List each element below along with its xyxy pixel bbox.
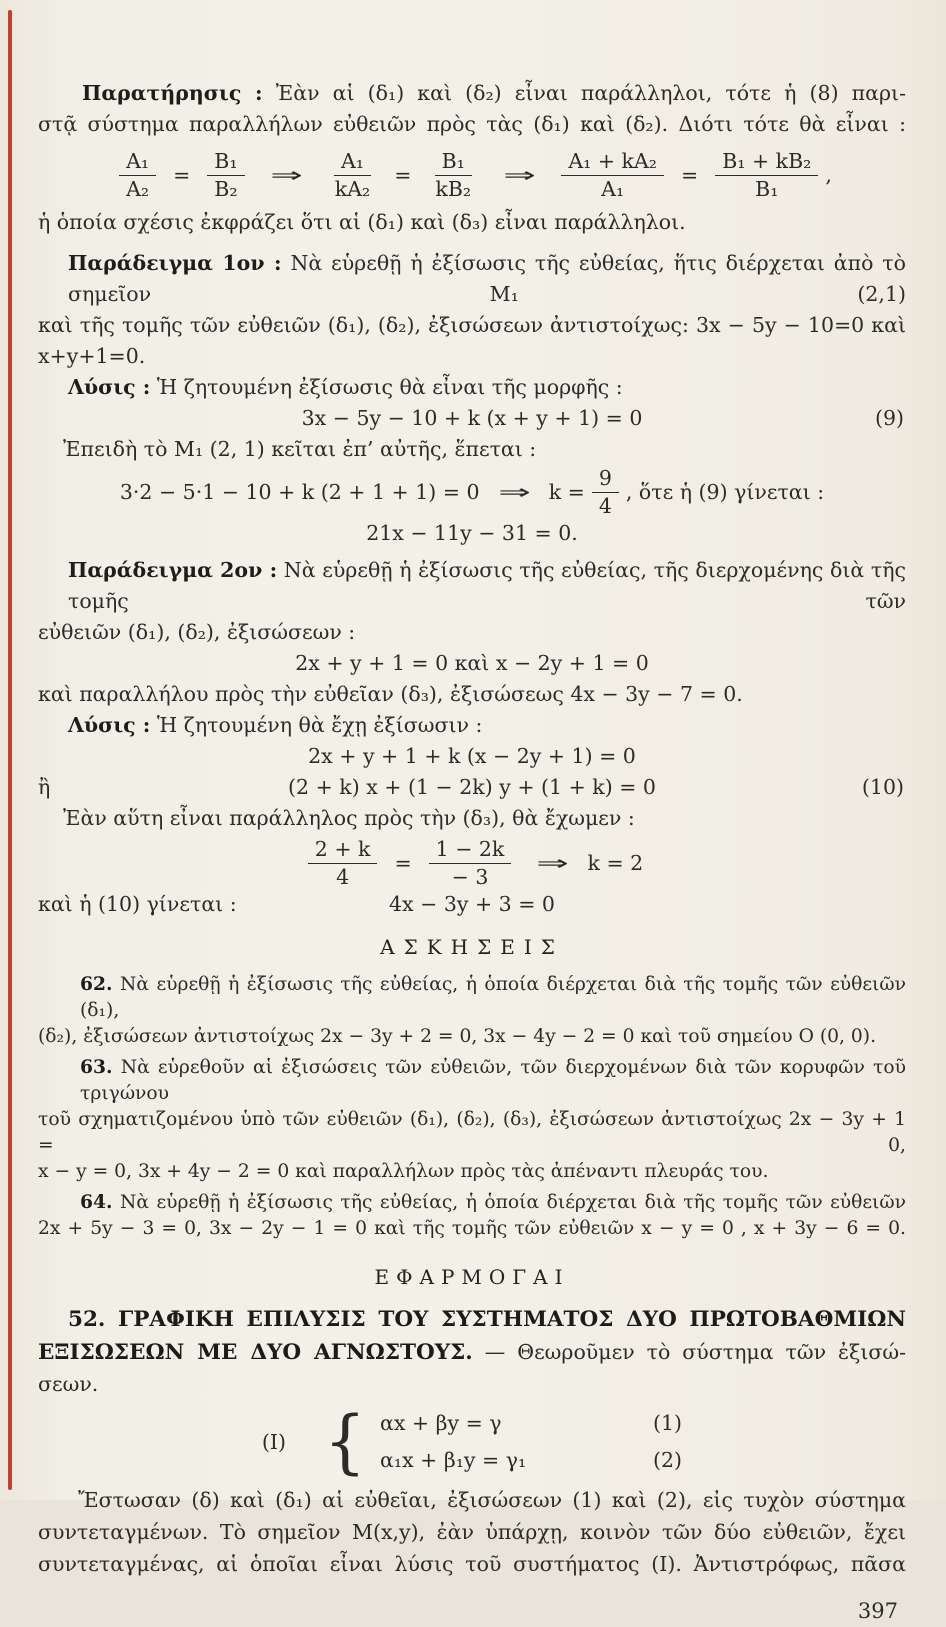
remark-line-3: ἡ ὁποία σχέσις ἐκφράζει ὅτι αἱ (δ₁) καὶ (δ₃) εἶναι παράλληλοι. xyxy=(38,210,686,234)
fraction-sum-b: $\frac{\text{B₁ + kB₂}}{\text{B₁}}$ xyxy=(715,150,818,201)
remark-label: Παρατήρησις : xyxy=(82,81,263,105)
example-2 xyxy=(38,555,906,920)
exercise-64-line-2: 2x + 5y − 3 = 0, 3x − 2y − 1 = 0 καὶ τῆς τομῆς τῶν εὐθειῶν x − y = 0 , x + 3y − 6 = 0. xyxy=(38,1218,906,1239)
equation-10-row xyxy=(38,772,906,803)
equation-9-number: (9) xyxy=(874,406,904,430)
system-equation-1: αx + βy = γ xyxy=(380,1411,502,1435)
fraction-a1-ka2: $\frac{\text{A₁}}{\text{kA₂}}$ xyxy=(334,149,371,201)
implies-arrow-icon: ⇒ xyxy=(536,851,570,875)
example-2-solution-line xyxy=(38,710,906,741)
applications-title: ΕΦΑΡΜΟΓΑΙ xyxy=(374,1265,570,1289)
exercise-number: 62. xyxy=(80,973,113,995)
system-row-1 xyxy=(380,1408,682,1439)
example-1 xyxy=(38,248,906,549)
equation-system-block xyxy=(38,1401,906,1482)
exercise-64 xyxy=(38,1189,906,1242)
solution-label: Λύσις : xyxy=(68,375,151,399)
substitution-equation: 3·2 − 5·1 − 10 + k (2 + 1 + 1) = 0 xyxy=(119,480,480,504)
system-equation-2-number: (2) xyxy=(653,1448,683,1472)
remark-line-2: στᾷ σύστημα παραλλήλων εὐθειῶν πρὸς τὰς (δ₁) καὶ (δ₂). Διότι τότε θὰ εἶναι : xyxy=(38,112,906,136)
equation-9: 3x − 5y − 10 + k (x + y + 1) = 0 xyxy=(301,406,643,430)
exercise-63-line-1 xyxy=(38,1054,906,1107)
equation-10: (2 + k) x + (1 − 2k) y + (1 + k) = 0 xyxy=(288,775,656,799)
implies-arrow-icon: ⇒ xyxy=(497,480,531,504)
exercise-62-line-1 xyxy=(38,971,906,1024)
example-1-label: Παράδειγμα 1ον : xyxy=(68,251,282,275)
closing-line-2: συντεταγμένων. Τὸ σημεῖον M(x,y), ἐὰν ὑπάρχῃ, κοινὸν τῶν δύο εὐθειῶν, ἔχει xyxy=(38,1520,906,1544)
section-52-heading-bold: ΕΞΙΣΩΣΕΩΝ ΜΕ ΔΥΟ ΑΓΝΩΣΤΟΥΣ. xyxy=(38,1340,473,1365)
equals-sign: = xyxy=(394,851,412,875)
system-label: (I) xyxy=(261,1429,287,1454)
fraction-2k-4: $\frac{2 + k}{4}$ xyxy=(308,838,378,889)
exercise-text: Νὰ εὑρεθοῦν αἱ ἐξισώσεις τῶν εὐθειῶν, τῶν διερχομένων διὰ τῶν κορυφῶν τοῦ τριγώνου xyxy=(80,1057,906,1104)
solution-intro-text: Ἡ ζητουμένη ἐξίσωσις θὰ εἶναι τῆς μορφῆς : xyxy=(156,375,623,399)
implies-arrow-icon: ⇒ xyxy=(503,163,537,187)
equals-sign: = xyxy=(681,163,699,187)
substitution-row xyxy=(38,467,906,518)
red-margin-line xyxy=(8,10,12,1490)
example-1-solution-line xyxy=(38,372,906,403)
remark-line-1-text: Ἐὰν αἱ (δ₁) καὶ (δ₂) εἶναι παράλληλοι, τότε ἡ (8) παρι- xyxy=(275,81,907,105)
k-result: k = 2 xyxy=(587,851,644,875)
example-2-condition-line: Ἐὰν αὕτη εἶναι παράλληλος πρὸς τὴν (δ₃), θὰ ἔχωμεν : xyxy=(63,806,635,830)
exercise-64-line-1 xyxy=(38,1189,906,1216)
equals-sign: = xyxy=(173,163,191,187)
exercise-number: 64. xyxy=(80,1191,113,1213)
parallel-condition-formula xyxy=(38,150,906,201)
exercise-number: 63. xyxy=(80,1056,113,1078)
example-2-line-1-text: Νὰ εὑρεθῇ ἡ ἐξίσωσις τῆς εὐθείας, τῆς διερχομένης διὰ τῆς τομῆς τῶν xyxy=(68,558,906,613)
left-brace: { xyxy=(324,1401,367,1482)
section-52-heading-rest: — Θεωροῦμεν τὸ σύστημα τῶν ἐξισώ- xyxy=(472,1340,906,1364)
remark-line-1 xyxy=(38,78,906,109)
exercise-63 xyxy=(38,1054,906,1185)
fraction-sum-a: $\frac{\text{A₁ + kA₂}}{\text{A₁}}$ xyxy=(561,150,664,201)
fraction-1-2k-neg3: $\frac{1 - 2k}{- 3}$ xyxy=(429,838,512,889)
equation-10-number: (10) xyxy=(861,775,904,799)
example-2-line-3: καὶ παραλλήλου πρὸς τὴν εὐθεῖαν (δ₃), ἐξισώσεως 4x − 3y − 7 = 0. xyxy=(38,682,743,706)
equation-9-row xyxy=(38,403,906,434)
closing-line-1: Ἔστωσαν (δ) καὶ (δ₁) αἱ εὐθεῖαι, ἐξισώσεων (1) καὶ (2), εἰς τυχὸν σύστημα xyxy=(78,1488,906,1512)
example-2-line-2: εὐθειῶν (δ₁), (δ₂), ἐξισώσεων : xyxy=(38,620,356,644)
solution-label: Λύσις : xyxy=(68,713,151,737)
example-1-since-line: Ἐπειδὴ τὸ M₁ (2, 1) κεῖται ἐπ’ αὐτῆς, ἕπεται : xyxy=(63,437,537,461)
fraction-b1-kb2: $\frac{\text{B₁}}{\text{kB₂}}$ xyxy=(435,149,472,201)
system-equation-2: α₁x + β₁y = γ₁ xyxy=(380,1448,527,1472)
closing-paragraph xyxy=(38,1484,906,1580)
example-1-line-2: καὶ τῆς τομῆς τῶν εὐθειῶν (δ₁), (δ₂), ἐξισώσεων ἀντιστοίχως: 3x − 5y − 10=0 καὶ x+y+1=0. xyxy=(38,313,906,368)
exercise-63-line-2: τοῦ σχηματιζομένου ὑπὸ τῶν εὐθειῶν (δ₁), (δ₂), (δ₃), ἐξισώσεων ἀντιστοίχως 2x − 3y + 1 = 0, xyxy=(38,1109,906,1156)
exercise-text: Νὰ εὑρεθῇ ἡ ἐξίσωσις τῆς εὐθείας, ἡ ὁποία διέρχεται διὰ τῆς τομῆς τῶν εὐθειῶν xyxy=(120,1192,906,1213)
exercise-62-line-2: (δ₂), ἐξισώσεων ἀντιστοίχως 2x − 3y + 2 = 0, 3x − 4y − 2 = 0 καὶ τοῦ σημείου O (0, 0). xyxy=(38,1026,877,1047)
comma: , xyxy=(825,163,832,187)
section-52-heading-line-3: σεων. xyxy=(38,1372,99,1396)
equals-sign: = xyxy=(394,163,412,187)
equation-a-row: 2x + y + 1 + k (x − 2y + 1) = 0 xyxy=(308,744,636,768)
k-tail-text: , ὅτε ἡ (9) γίνεται : xyxy=(625,480,825,504)
k-solve-row xyxy=(38,838,906,889)
k-equals: k = xyxy=(548,480,585,504)
example-2-label: Παράδειγμα 2ον : xyxy=(68,558,278,582)
implies-arrow-icon: ⇒ xyxy=(269,163,303,187)
example-1-line-1-text: Νὰ εὑρεθῇ ἡ ἐξίσωσις τῆς εὐθείας, ἥτις διέρχεται ἀπὸ τὸ σημεῖον M₁ (2,1) xyxy=(68,251,906,306)
section-52-heading-line-1: 52. ΓΡΑΦΙΚΗ ΕΠΙΛΥΣΙΣ ΤΟΥ ΣΥΣΤΗΜΑΤΟΣ ΔΥΟ ΠΡΩΤΟΒΑΘΜΙΩΝ xyxy=(68,1307,906,1332)
fraction-b1-b2: $\frac{\text{B₁}}{\text{B₂}}$ xyxy=(207,150,244,201)
exercise-62 xyxy=(38,971,906,1050)
example-2-line-1 xyxy=(38,555,906,617)
fraction-9-4: $\frac{9}{4}$ xyxy=(592,467,619,518)
example-1-result: 21x − 11y − 31 = 0. xyxy=(366,521,578,545)
conclusion-label: καὶ ἡ (10) γίνεται : xyxy=(38,892,237,916)
system-equations xyxy=(380,1408,682,1476)
section-52-heading-line-2 xyxy=(38,1336,906,1369)
solution-intro-text: Ἡ ζητουμένη θὰ ἔχῃ ἐξίσωσιν : xyxy=(156,713,483,737)
system-equation-1-number: (1) xyxy=(653,1411,683,1435)
section-52-heading xyxy=(38,1303,906,1400)
exercises-list xyxy=(38,971,906,1242)
fraction-a1-a2: $\frac{\text{A₁}}{\text{A₂}}$ xyxy=(119,150,156,201)
example-1-line-1 xyxy=(38,248,906,310)
page-number: 397 xyxy=(857,1599,898,1623)
example-2-pair-equations: 2x + y + 1 = 0 καὶ x − 2y + 1 = 0 xyxy=(295,651,649,675)
remark-paragraph xyxy=(38,78,906,140)
system-row-2 xyxy=(380,1445,682,1476)
exercise-text: Νὰ εὑρεθῇ ἡ ἐξίσωσις τῆς εὐθείας, ἡ ὁποία διέρχεται διὰ τῆς τομῆς τῶν εὐθειῶν (δ₁), xyxy=(80,974,906,1021)
exercises-title: ΑΣΚΗΣΕΙΣ xyxy=(380,935,564,959)
closing-line-3: συντεταγμένας, αἱ ὁποῖαι εἶναι λύσις τοῦ συστήματος (I). Ἀντιστρόφως, πᾶσα xyxy=(38,1552,906,1576)
page-content xyxy=(38,0,906,1627)
final-equation: 4x − 3y + 3 = 0 xyxy=(389,892,555,916)
conclusion-row xyxy=(38,889,906,920)
exercise-63-line-3: x − y = 0, 3x + 4y − 2 = 0 καὶ παραλλήλων πρὸς τὰς ἀπέναντι πλευράς του. xyxy=(38,1161,769,1182)
or-word: ἢ xyxy=(38,775,51,799)
